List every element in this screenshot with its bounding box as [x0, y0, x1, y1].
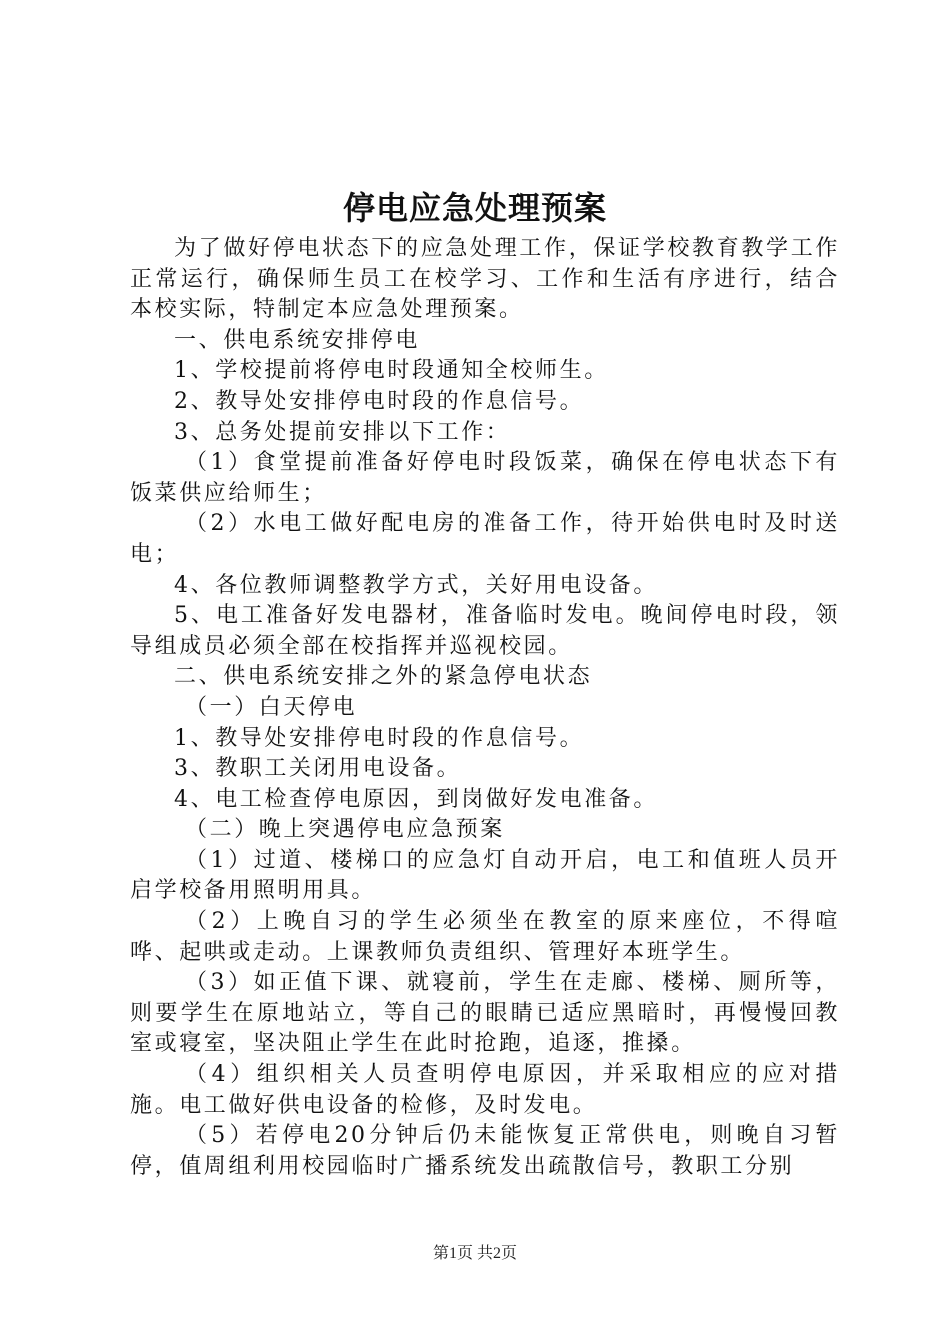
- list-item: 3、总务处提前安排以下工作：: [174, 419, 511, 445]
- list-subitem: （3）如正值下课、就寝前，学生在走廊、楼梯、厕所等，则要学生在原地站立，等自己的眼睛已适应黑暗时，再慢慢回教室或寝室，坚决阻止学生在此时抢跑，追逐，推搡。: [130, 970, 840, 1057]
- subsection-heading: （二）晚上突遇停电应急预案: [185, 817, 505, 843]
- list-item: 4、电工检查停电原因，到岗做好发电准备。: [174, 786, 658, 812]
- subsection-heading: （一）白天停电: [185, 694, 358, 720]
- list-item: 1、教导处安排停电时段的作息信号。: [174, 725, 585, 751]
- section-heading-2: 二、供电系统安排之外的紧急停电状态: [174, 664, 593, 690]
- page-footer: 第1页 共2页: [432, 1245, 517, 1262]
- list-item: 4、各位教师调整教学方式，关好用电设备。: [174, 572, 658, 598]
- document-title: 停电应急处理预案: [342, 189, 607, 227]
- section-heading-1: 一、供电系统安排停电: [174, 327, 421, 353]
- document-body: [130, 234, 840, 1182]
- list-subitem: （1）过道、楼梯口的应急灯自动开启，电工和值班人员开启学校备用照明用具。: [130, 847, 840, 904]
- list-subitem: （4）组织相关人员查明停电原因，并采取相应的应对措施。电工做好供电设备的检修，及时发电。: [130, 1062, 840, 1118]
- list-item: 1、学校提前将停电时段通知全校师生。: [174, 358, 609, 384]
- list-subitem: （2）上晚自习的学生必须坐在教室的原来座位，不得喧哗、起哄或走动。上课教师负责组织、管理好本班学生。: [130, 909, 840, 965]
- paragraph-intro: 为了做好停电状态下的应急处理工作，保证学校教育教学工作正常运行，确保师生员工在校学习、工作和生活有序进行，结合本校实际，特制定本应急处理预案。: [130, 236, 840, 323]
- list-subitem: （1）食堂提前准备好停电时段饭菜，确保在停电状态下有饭菜供应给师生；: [130, 450, 840, 506]
- list-item: 3、教职工关闭用电设备。: [174, 756, 462, 782]
- list-item: 2、教导处安排停电时段的作息信号。: [174, 388, 585, 414]
- list-subitem: （2）水电工做好配电房的准备工作，待开始供电时及时送电；: [130, 511, 840, 567]
- list-subitem: （5）若停电20分钟后仍未能恢复正常供电，则晚自习暂停，值周组利用校园临时广播系统发出疏散信号，教职工分别: [130, 1123, 840, 1179]
- list-item: 5、电工准备好发电器材，准备临时发电。晚间停电时段，领导组成员必须全部在校指挥并巡视校园。: [130, 603, 840, 659]
